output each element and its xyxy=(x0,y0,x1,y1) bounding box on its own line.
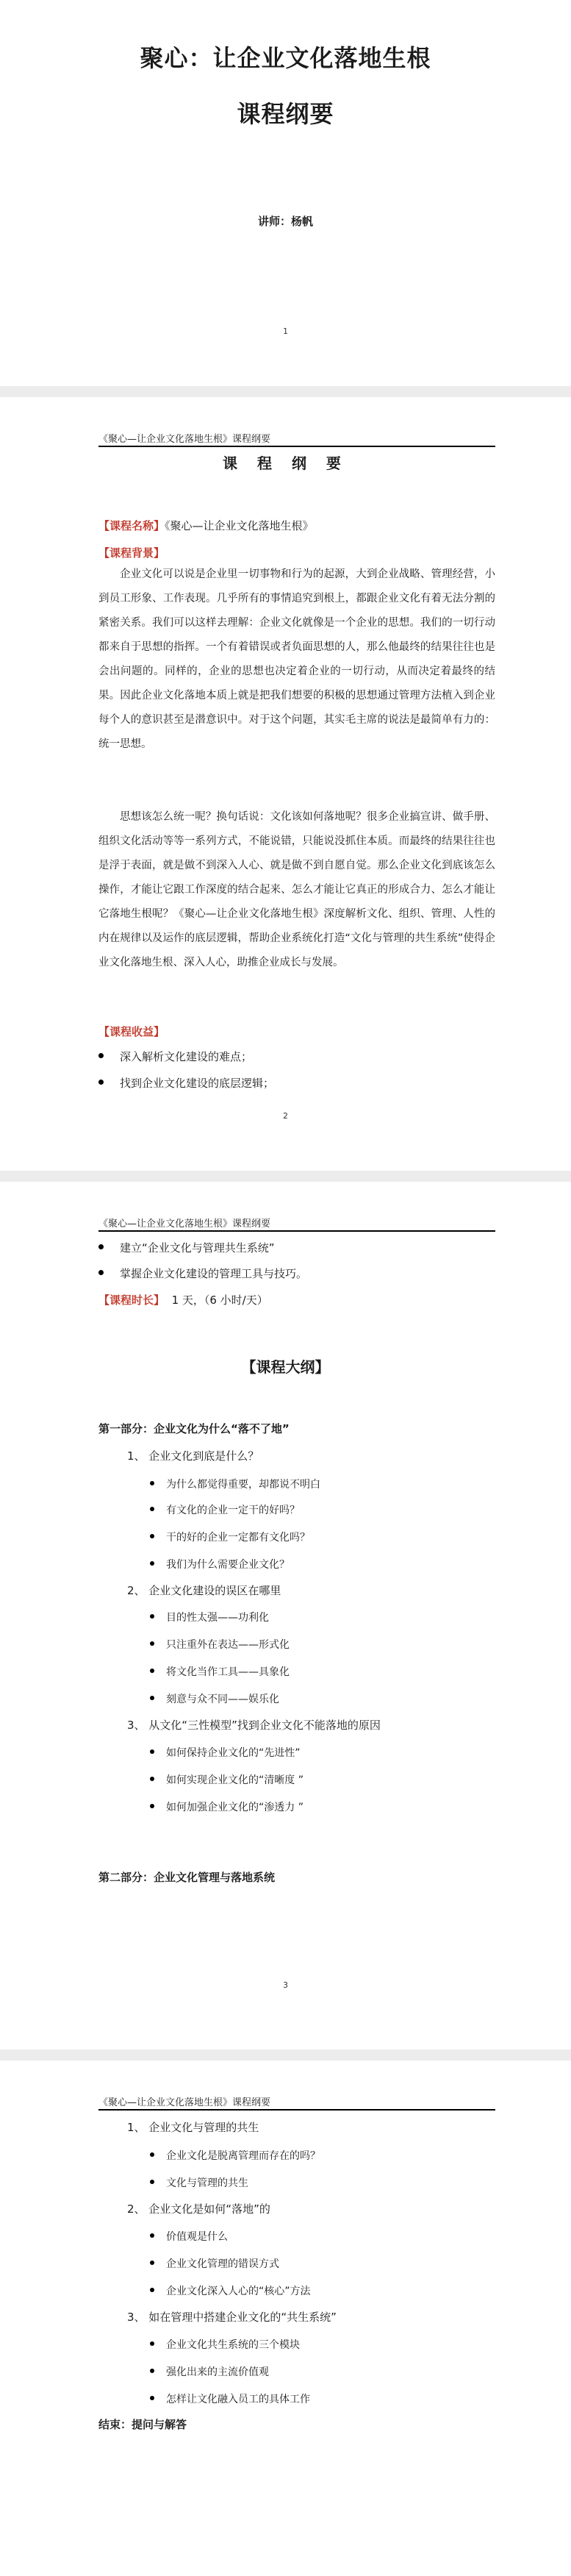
section-title: 2、 企业文化建设的误区在哪里 xyxy=(127,1584,281,1597)
list-item: 如何加强企业文化的“渗透力 ” xyxy=(150,1799,304,1814)
document-subtitle: 课程纲要 xyxy=(237,100,334,128)
bullet-icon xyxy=(150,2261,154,2265)
list-item: 企业文化共生系统的三个模块 xyxy=(150,2337,300,2352)
section-title: 1、 企业文化到底是什么？ xyxy=(127,1449,259,1463)
background-label: 【课程背景】 xyxy=(98,546,165,560)
duration-label: 【课程时长】 xyxy=(98,1294,165,1307)
list-item: 建立“企业文化与管理共生系统” xyxy=(98,1240,275,1255)
list-item: 如何实现企业文化的“清晰度 ” xyxy=(150,1772,304,1787)
duration-line xyxy=(98,1292,268,1307)
list-item: 价值观是什么 xyxy=(150,2229,228,2244)
section-title: 3、 从文化“三性模型”找到企业文化不能落地的原因 xyxy=(127,1719,381,1732)
bullet-icon xyxy=(150,2396,154,2400)
bullet-icon xyxy=(150,2288,154,2292)
page-1 xyxy=(0,0,571,386)
bullet-icon xyxy=(150,1777,154,1781)
page-number: 1 xyxy=(283,327,288,336)
background-paragraph-2: 思想该怎么统一呢？换句话说：文化该如何落地呢？很多企业搞宣讲、做手册、组织文化活动等等一系列方式，不能说错，只能说没抓住本质。而最终的结果往往也是浮于表面，就是做不到深入人心、就是做不到自愿自觉。那么企业文化到底该怎么操作，才能让它跟工作深度的结合起来、怎么才能让它真正的形成合力、怎么才能让它落地生根呢？《聚心—让企业文化落地生根》深度解析文化、组织、管理、人性的内在规律以及运作的底层逻辑，帮助企业系统化打造“文化与管理的共生系统”使得企业文化落地生根、深入人心，助推企业成长与发展。 xyxy=(98,811,495,968)
bullet-icon xyxy=(98,1270,104,1275)
bullet-icon xyxy=(150,2341,154,2346)
list-item: 企业文化深入人心的“核心”方法 xyxy=(150,2283,311,2298)
section-title: 1、 企业文化与管理的共生 xyxy=(127,2121,259,2134)
outline-title: 课 程 纲 要 xyxy=(223,454,348,472)
course-name-value: 《聚心—让企业文化落地生根》 xyxy=(165,519,314,532)
bullet-icon xyxy=(150,1561,154,1566)
part-2-title: 第二部分：企业文化管理与落地系统 xyxy=(98,1871,276,1884)
header-rule xyxy=(98,2109,495,2111)
bullet-icon xyxy=(98,1244,104,1249)
page-header: 《聚心—让企业文化落地生根》课程纲要 xyxy=(98,434,271,445)
list-item: 文化与管理的共生 xyxy=(150,2175,248,2190)
outline-heading: 【课程大纲】 xyxy=(241,1358,330,1376)
list-item: 干的好的企业一定都有文化吗？ xyxy=(150,1530,310,1544)
bullet-icon xyxy=(150,1804,154,1808)
list-item: 刻意与众不同——娱乐化 xyxy=(150,1691,279,1706)
bullet-icon xyxy=(150,1614,154,1619)
list-item: 为什么都觉得重要，却都说不明白 xyxy=(150,1477,320,1491)
list-item: 企业文化管理的错误方式 xyxy=(150,2256,279,2271)
page-number: 3 xyxy=(283,1980,288,1990)
bullet-icon xyxy=(150,1481,154,1485)
benefits-label: 【课程收益】 xyxy=(98,1025,165,1038)
list-item: 强化出来的主流价值观 xyxy=(150,2364,269,2379)
course-name-line xyxy=(98,518,314,533)
closing-line: 结束：提问与解答 xyxy=(98,2418,187,2431)
bullet-icon xyxy=(150,1749,154,1754)
bullet-icon xyxy=(150,2233,154,2238)
section-title: 2、 企业文化是如何“落地”的 xyxy=(127,2202,270,2216)
page-number: 2 xyxy=(283,1111,288,1121)
list-item: 将文化当作工具——具象化 xyxy=(150,1664,290,1679)
header-rule xyxy=(98,1230,495,1232)
page-3 xyxy=(0,1182,571,2049)
bullet-icon xyxy=(150,1534,154,1538)
bullet-icon xyxy=(150,1641,154,1646)
list-item: 企业文化是脱离管理而存在的吗？ xyxy=(150,2148,320,2163)
list-item: 目的性太强——功利化 xyxy=(150,1610,269,1624)
section-title: 3、 如在管理中搭建企业文化的“共生系统” xyxy=(127,2311,337,2324)
list-item: 如何保持企业文化的“先进性” xyxy=(150,1745,301,1760)
list-item: 深入解析文化建设的难点； xyxy=(98,1049,252,1064)
page-4 xyxy=(0,2061,571,2576)
duration-value: 1 天，（6 小时/天） xyxy=(171,1294,268,1307)
bullet-icon xyxy=(150,2152,154,2157)
bullet-icon xyxy=(150,2180,154,2184)
list-item: 找到企业文化建设的底层逻辑； xyxy=(98,1075,274,1091)
list-item: 我们为什么需要企业文化？ xyxy=(150,1557,290,1571)
bullet-icon xyxy=(150,1696,154,1700)
header-rule xyxy=(98,446,495,447)
page-2 xyxy=(0,397,571,1171)
list-item: 只注重外在表达——形式化 xyxy=(150,1637,290,1652)
bullet-icon xyxy=(98,1053,104,1058)
bullet-icon xyxy=(150,2369,154,2373)
bullet-icon xyxy=(150,1507,154,1511)
course-name-label: 【课程名称】 xyxy=(98,519,165,532)
page-header: 《聚心—让企业文化落地生根》课程纲要 xyxy=(98,1219,271,1230)
list-item: 掌握企业文化建设的管理工具与技巧。 xyxy=(98,1266,307,1281)
page-header: 《聚心—让企业文化落地生根》课程纲要 xyxy=(98,2097,271,2108)
background-paragraph-1: 企业文化可以说是企业里一切事物和行为的起源，大到企业战略、管理经营，小到员工形象、工作表现。几乎所有的事情追究到根上，都跟企业文化有着无法分割的紧密关系。我们可以这样去理解：企业文化就像是一个企业的思想。我们的一切行动都来自于思想的指挥。一个有着错误或者负面思想的人，那么他最终的结果往往也是会出问题的。同样的，企业的思想也决定着企业的一切行动，从而决定着最终的结果。因此企业文化落地本质上就是把我们想要的积极的思想通过管理方法植入到企业每个人的意识甚至是潜意识中。对于这个问题，其实毛主席的说法是最简单有力的：统一思想。 xyxy=(98,568,495,750)
list-item: 怎样让文化融入员工的具体工作 xyxy=(150,2391,310,2406)
lecturer-name: 讲师：杨帆 xyxy=(257,215,313,228)
bullet-icon xyxy=(98,1080,104,1085)
bullet-icon xyxy=(150,1669,154,1673)
document-title: 聚心：让企业文化落地生根 xyxy=(140,44,431,72)
list-item: 有文化的企业一定干的好吗？ xyxy=(150,1502,300,1517)
part-1-title: 第一部分：企业文化为什么“落不了地” xyxy=(98,1422,290,1435)
